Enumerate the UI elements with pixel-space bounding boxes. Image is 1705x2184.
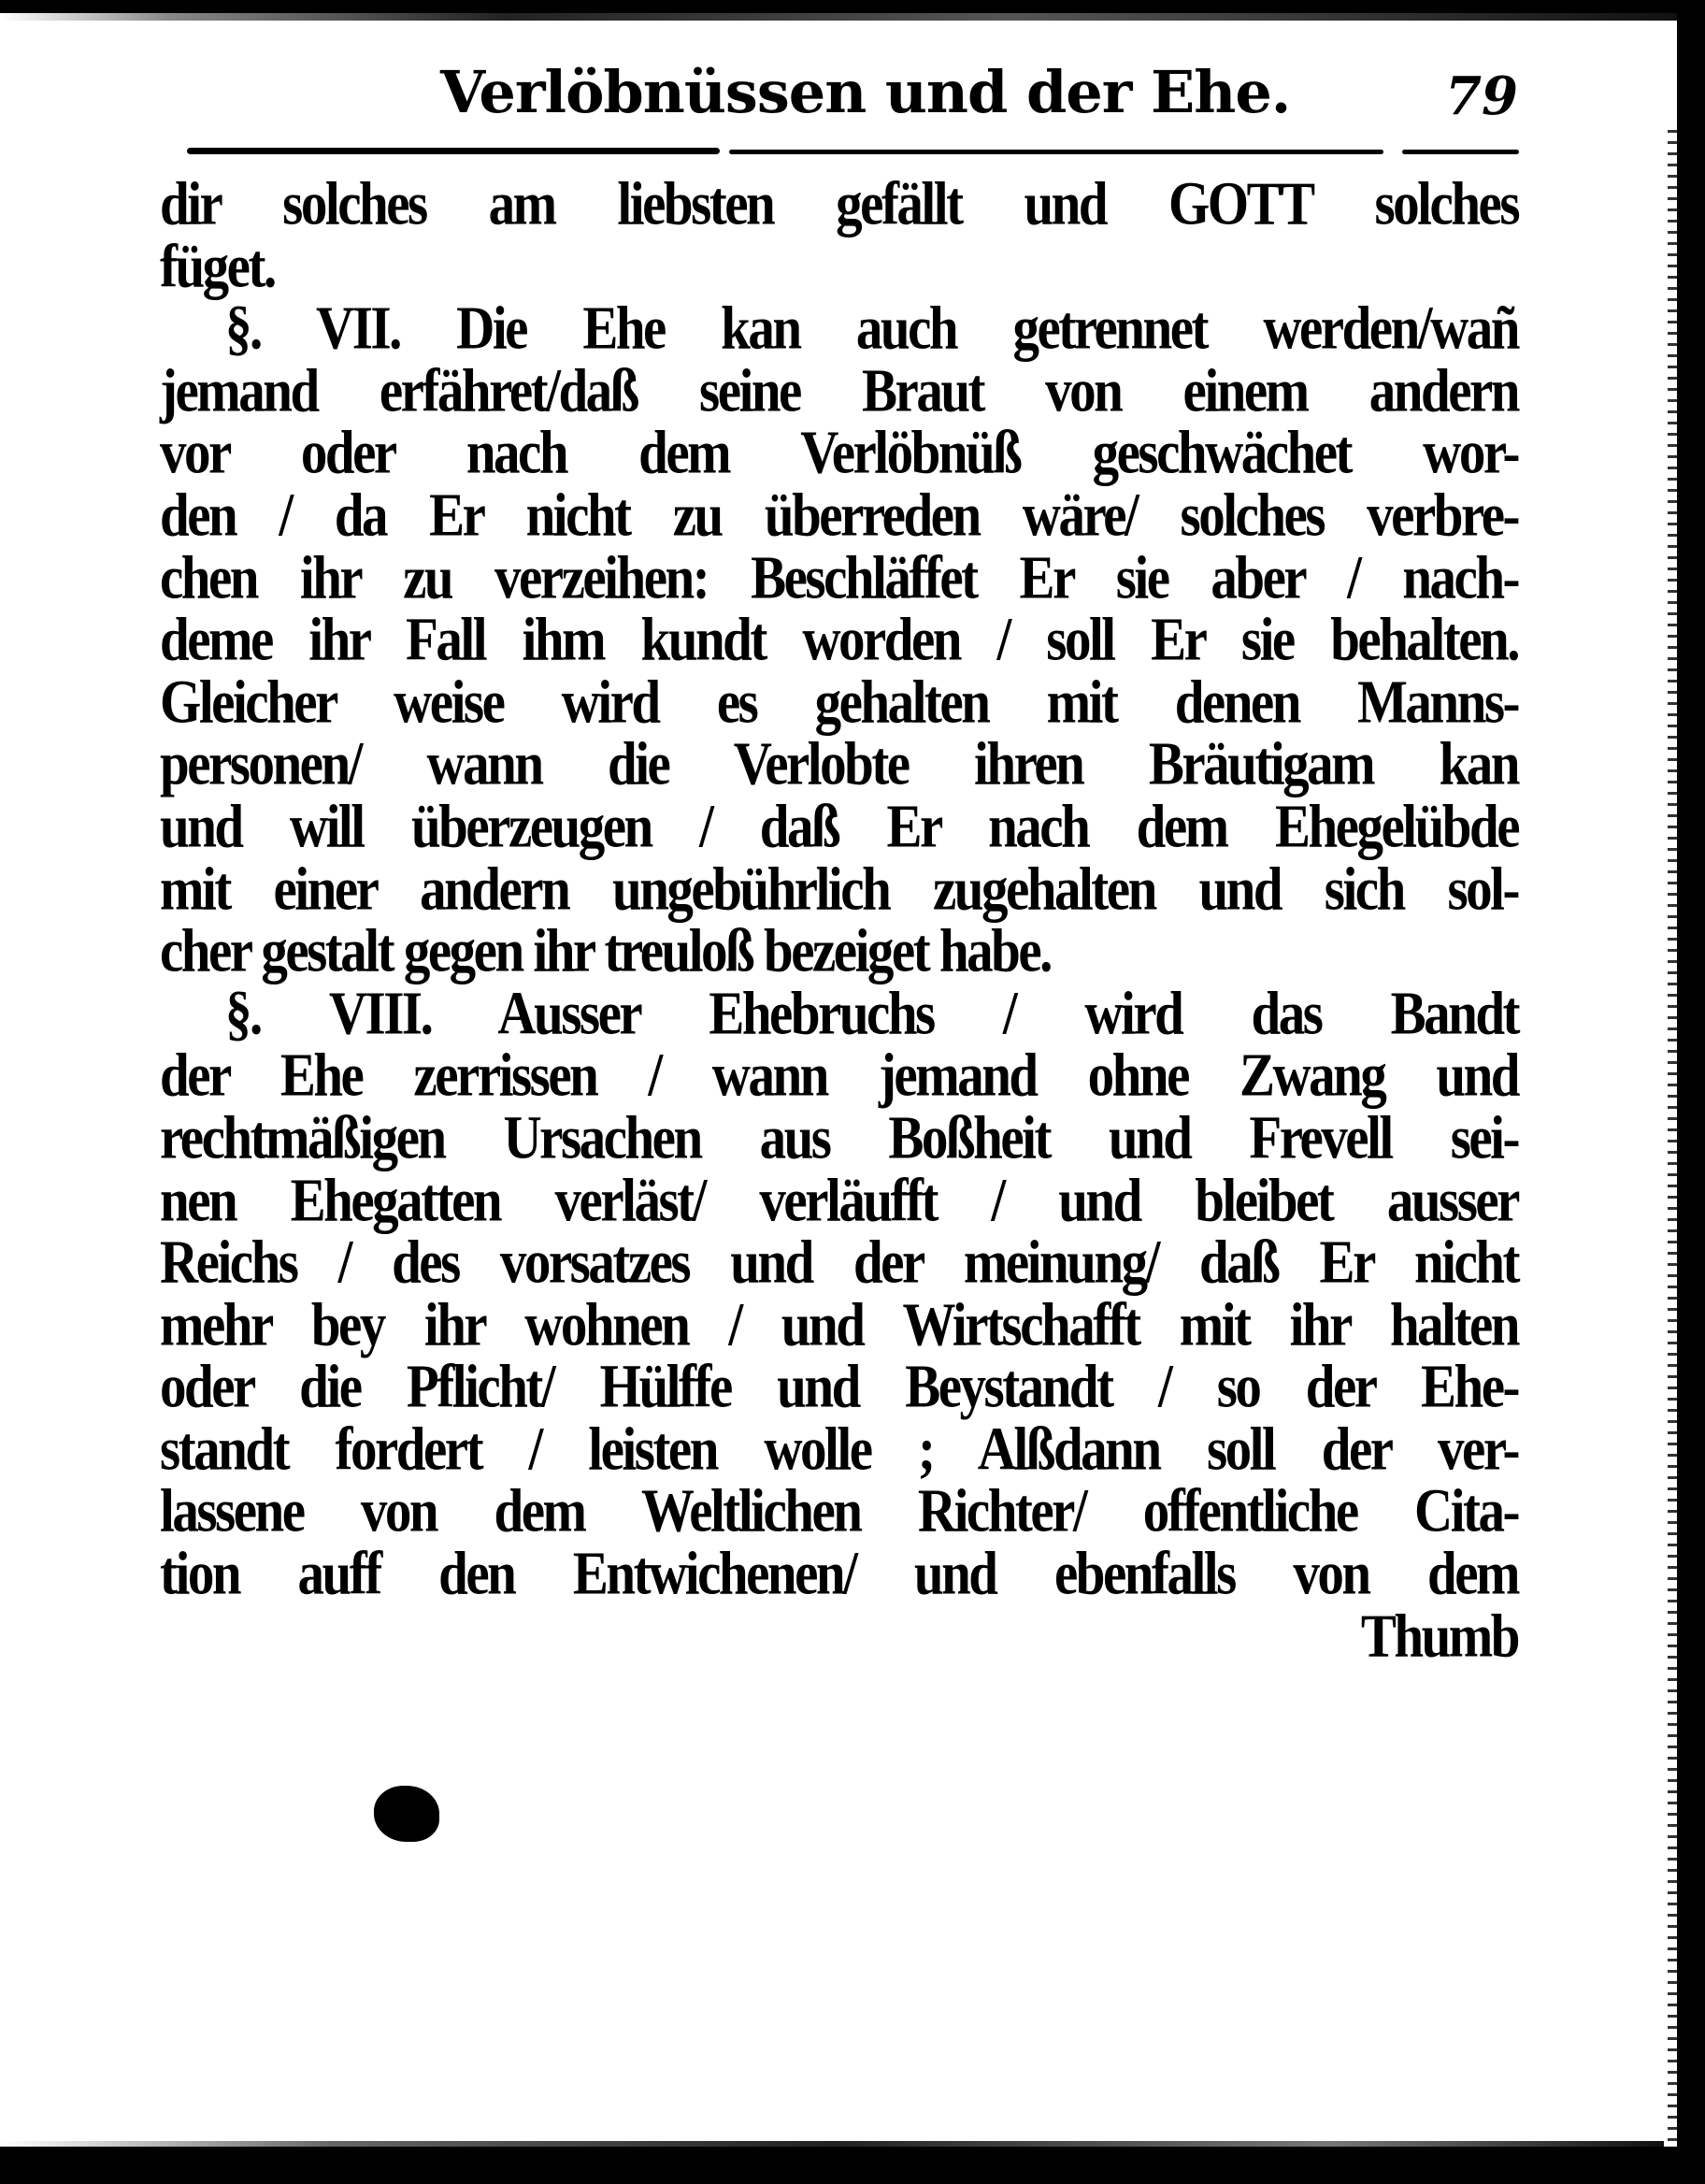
text-line: mit einer andern ungebührlich zugehalten und sich sol- [160,855,1518,924]
text-line: füget. [160,232,275,301]
text-line: standt fordert / leisten wolle ; Alßdann soll der ver- [160,1415,1518,1484]
scan-right-border [1677,0,1705,2184]
header-rule [187,148,720,154]
section-heading-line: §. VIII. Ausser Ehebruchs / wird das Bandt [225,979,1518,1048]
section-heading-line: §. VII. Die Ehe kan auch getrennet werden/wañ [225,295,1518,363]
text-line: mehr bey ihr wohnen / und Wirtschafft mit ihr halten [160,1290,1518,1359]
text-line: jemand erfähret/daß seine Braut von einem andern [160,356,1518,425]
text-line: oder die Pflicht/ Hülffe und Beystandt / so der Ehe- [160,1353,1518,1421]
text-line: tion auff den Entwichenen/ und ebenfalls von dem [160,1540,1518,1608]
text-line: den / da Er nicht zu überreden wäre/ solches verbre- [160,481,1518,550]
catchword: Thumb [1360,1602,1518,1671]
text-line: der Ehe zerrissen / wann jemand ohne Zwang und [160,1042,1518,1110]
header-rule [1402,150,1519,154]
scan-top-edge [0,13,1683,21]
scan-page-edge [1668,122,1677,2141]
text-line: rechtmäßigen Ursachen aus Boßheit und Frevell sei- [160,1104,1518,1172]
running-title: Verlöbnüssen und der Ehe. [440,58,1291,126]
text-line: nen Ehegatten verläst/ verläufft / und bleibet ausser [160,1166,1518,1235]
text-line: Gleicher weise wird es gehalten mit denen Manns- [160,668,1518,737]
page-header [160,58,1518,133]
text-line: und will überzeugen / daß Er nach dem Ehegelübde [160,793,1518,861]
text-line: chen ihr zu verzeihen: Beschläffet Er sie aber / nach- [160,543,1518,612]
text-line: Reichs / des vorsatzes und der meinung/ daß Er nicht [160,1228,1518,1297]
page-body-text [160,170,1518,1671]
text-line: cher gestalt gegen ihr treuloß bezeiget habe. [160,917,1051,985]
text-line: deme ihr Fall ihm kundt worden / soll Er sie behalten. [160,606,1518,674]
header-rule [729,150,1383,154]
text-line: lassene von dem Weltlichen Richter/ offentliche Cita- [160,1477,1518,1546]
text-line: vor oder nach dem Verlöbnüß geschwächet wor- [160,419,1518,487]
page-number: 79 [1445,65,1518,127]
scan-bottom-border [0,2147,1705,2184]
text-line: dir solches am liebsten gefällt und GOTT solches [160,170,1518,238]
ink-blot [374,1786,439,1842]
text-line: personen/ wann die Verlobte ihren Bräutigam kan [160,730,1518,798]
